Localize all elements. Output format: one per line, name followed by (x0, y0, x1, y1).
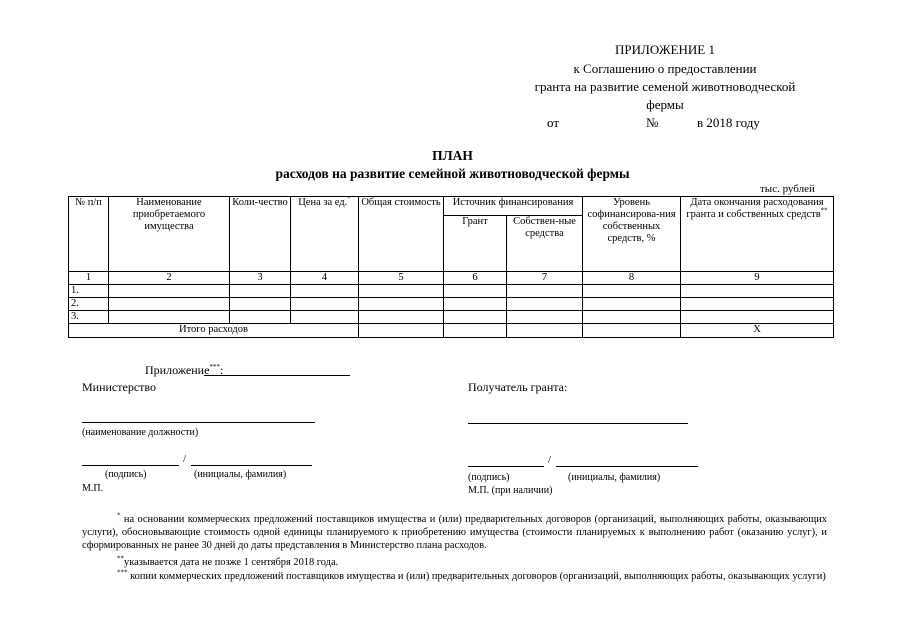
col-number: 9 (681, 272, 834, 285)
table-cell[interactable] (507, 311, 583, 324)
table-cell[interactable] (109, 285, 230, 298)
recipient-label: Получатель гранта: (468, 380, 568, 394)
recipient-signature-line[interactable] (468, 466, 544, 467)
recipient-position-line[interactable] (468, 423, 688, 424)
table-cell[interactable] (681, 311, 834, 324)
recipient-sign-caption: (подпись) (468, 472, 510, 483)
recipient-slash: / (548, 454, 552, 466)
col-number: 3 (230, 272, 291, 285)
ministry-initials-line[interactable] (191, 465, 312, 466)
footnote-3: *** копии коммерческих предложений поставщиков имущества и (или) предварительных договоров (организаций, выполняющих работы, оказывающих услуги) (117, 568, 826, 582)
header-source: Источник финансирования (444, 197, 583, 216)
unit-label: тыс. рублей (760, 183, 815, 195)
header-own: Собствен-ные средства (507, 216, 583, 272)
row-number: 1. (69, 285, 109, 298)
footnote-1: * на основании коммерческих предложений поставщиков имущества и (или) предварительных договоров (организаций, выполняющих работы, оказывающих услуги), обосновывающие стоимость одной единицы планируемого к приобретению имущества (стоимости планируемых к выполнению работ (оказанию услуг), и сформированных не ранее 30 дней до даты представления в Министерство плана расходов. (82, 511, 827, 551)
header-total: Общая стоимость (359, 197, 444, 272)
appendix-line-2: к Соглашению о предоставлении (573, 61, 757, 76)
table-cell[interactable] (359, 298, 444, 311)
table-cell[interactable] (291, 311, 359, 324)
table-cell[interactable] (444, 285, 507, 298)
row-number: 2. (69, 298, 109, 311)
position-caption: (наименование должности) (82, 427, 199, 438)
plan-subtitle: расходов на развитие семейной животноводческой фермы (275, 166, 630, 181)
header-level: Уровень софинансирова-ния собственных средств, % (583, 197, 681, 272)
appendix-line-3: гранта на развитие семеной животноводческой (534, 79, 796, 94)
ministry-sign-caption: (подпись) (105, 469, 147, 480)
ministry-slash: / (183, 453, 187, 465)
col-number: 7 (507, 272, 583, 285)
col-number: 6 (444, 272, 507, 285)
plan-title: ПЛАН (432, 148, 473, 163)
table-cell[interactable] (444, 324, 507, 338)
table-cell[interactable] (583, 311, 681, 324)
table-cell[interactable] (507, 285, 583, 298)
table-cell[interactable] (507, 298, 583, 311)
table-cell[interactable] (109, 311, 230, 324)
total-mark: X (681, 324, 834, 338)
table-cell[interactable] (583, 285, 681, 298)
header-price: Цена за ед.* (291, 197, 359, 272)
total-label: Итого расходов (69, 324, 359, 338)
table-cell[interactable] (444, 311, 507, 324)
table-cell[interactable] (230, 285, 291, 298)
header-name: Наименование приобретаемого имущества (109, 197, 230, 272)
table-cell[interactable] (583, 324, 681, 338)
col-number: 4 (291, 272, 359, 285)
table-cell[interactable] (359, 324, 444, 338)
row-number: 3. (69, 311, 109, 324)
col-number: 1 (69, 272, 109, 285)
attachment-underline[interactable] (204, 375, 350, 376)
table-cell[interactable] (681, 285, 834, 298)
table-cell[interactable] (230, 311, 291, 324)
total-row (69, 324, 834, 338)
footnote-2: **указывается дата не позже 1 сентября 2018 года. (117, 554, 339, 568)
table-row (69, 298, 834, 311)
table-row (69, 311, 834, 324)
header-no: № п/п (69, 197, 109, 272)
table-cell[interactable] (583, 298, 681, 311)
header-grant: Грант (444, 216, 507, 272)
ministry-signature-line[interactable] (82, 465, 179, 466)
ministry-initials-caption: (инициалы, фамилия) (194, 469, 287, 480)
date-number-label: № (646, 115, 659, 130)
date-year-label: в 2018 году (697, 115, 760, 130)
ministry-stamp-label: М.П. (82, 483, 104, 494)
appendix-line-1: ПРИЛОЖЕНИЕ 1 (615, 42, 715, 57)
date-from-label: от (547, 115, 560, 130)
table-cell[interactable] (291, 298, 359, 311)
col-number: 8 (583, 272, 681, 285)
table-cell[interactable] (359, 285, 444, 298)
table-cell[interactable] (681, 298, 834, 311)
recipient-stamp-label: М.П. (при наличии) (468, 485, 553, 496)
header-end-date: Дата окончания расходования гранта и собственных средств** (681, 197, 834, 272)
table-cell[interactable] (230, 298, 291, 311)
table-cell[interactable] (444, 298, 507, 311)
col-number: 5 (359, 272, 444, 285)
attachment-label: Приложение***: (145, 363, 224, 377)
table-row (69, 285, 834, 298)
ministry-label: Министерство (82, 380, 156, 394)
recipient-initials-caption: (инициалы, фамилия) (568, 472, 661, 483)
table-cell[interactable] (507, 324, 583, 338)
table-cell[interactable] (109, 298, 230, 311)
table-cell[interactable] (291, 285, 359, 298)
col-number: 2 (109, 272, 230, 285)
appendix-line-4: фермы (646, 97, 684, 112)
expense-plan-table (68, 196, 834, 338)
header-qty: Коли-чество (230, 197, 291, 272)
position-line[interactable] (82, 422, 315, 423)
recipient-initials-line[interactable] (556, 466, 698, 467)
table-cell[interactable] (359, 311, 444, 324)
